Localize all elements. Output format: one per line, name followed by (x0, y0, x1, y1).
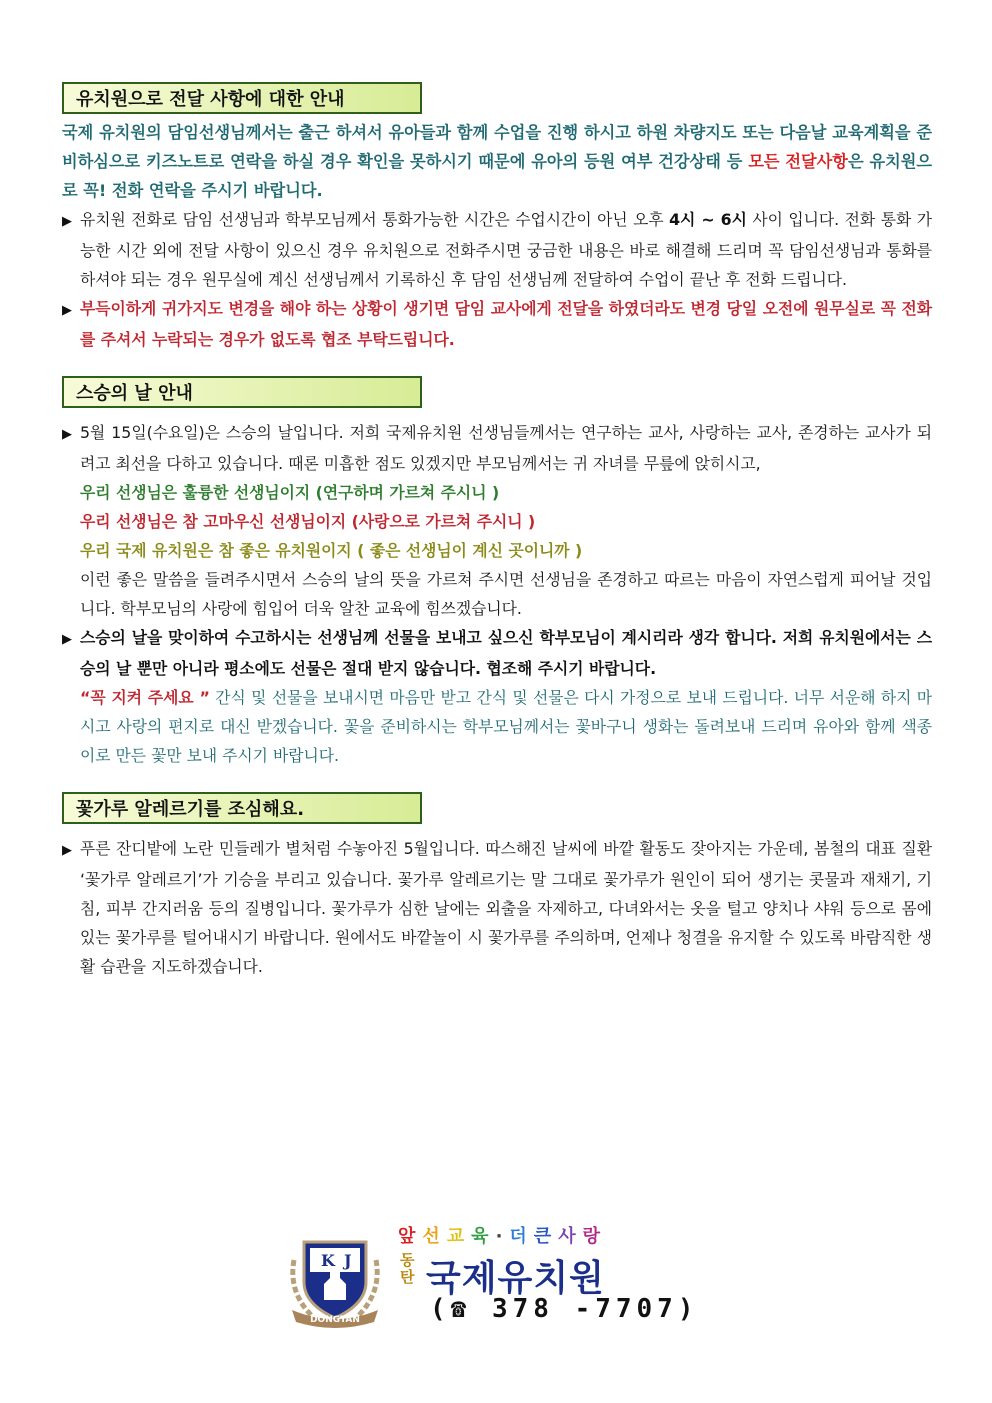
section-title-teachers-day: 스승의 날 안내 (62, 376, 422, 408)
intro-highlight: 모든 전달사항 (748, 152, 848, 171)
bullet-no-gifts (62, 623, 932, 683)
bullet-pollen (62, 834, 932, 981)
section-teachers-day (62, 376, 932, 770)
phrase-olive: 우리 국제 유치원은 참 좋은 유치원이지 ( 좋은 선생님이 계신 곳이니까 ) (80, 541, 583, 560)
tagline-char: 선 (422, 1226, 445, 1247)
phone-number: (☎ 378 -7707) (430, 1294, 699, 1324)
tagline-char: · (495, 1226, 508, 1247)
bullet-text-a: 유치원 전화로 담임 선생님과 학부모님께서 통화가능한 시간은 수업시간이 아닌 오후 (80, 210, 670, 229)
quote-highlight: “꼭 지켜 주세요 ” (80, 688, 210, 707)
kindergarten-name: 국제유치원 (426, 1258, 605, 1299)
bullet-marker-icon: ▶ (62, 303, 72, 318)
section-title-pollen: 꽃가루 알레르기를 조심해요. (62, 792, 422, 824)
bullet-teachers-day-intro (62, 418, 932, 478)
intro-paragraph (62, 118, 932, 205)
tagline-char: 랑 (582, 1226, 605, 1247)
logo-letter-j: J (344, 1251, 352, 1270)
phrase-green: 우리 선생님은 훌륭한 선생님이지 (연구하며 가르쳐 주시니 ) (80, 483, 500, 502)
bullet-marker-icon: ▶ (62, 632, 72, 647)
section-title-delivery: 유치원으로 전달 사항에 대한 안내 (62, 82, 422, 114)
bullet-text: 스승의 날을 맞이하여 수고하시는 선생님께 선물을 보내고 싶으신 학부모님이 계시리라 생각 합니다. 저희 유치원에서는 스승의 날 뿐만 아니라 평소에도 선물은 절대 받지 않습니다. 협조해 주시기 바랍니다. (80, 628, 932, 678)
tagline-char: 큰 (533, 1226, 557, 1247)
phone-hours-time: 4시 ~ 6시 (669, 210, 747, 229)
tagline (398, 1222, 607, 1248)
bullet-marker-icon: ▶ (62, 427, 72, 442)
bullet-text-b: 사이 입니다. 전화 통화 가능한 시간 외에 전달 사항이 있으신 경우 유치원으로 전화주시면 궁금한 내용은 바로 해결해 드리며 꼭 담임선생님과 통화를 하셔야 되는 경우 원무실에 계신 선생님께서 기록하신 후 담임 선생님께 전달하여 수업이 끝난 후 전화 드립니다. (80, 210, 932, 289)
quote-paragraph (62, 683, 932, 770)
section-pollen-allergy (62, 792, 932, 981)
bullet-text: 5월 15일(수요일)은 스승의 날입니다. 저희 국제유치원 선생님들께서는 연구하는 교사, 사랑하는 교사, 존경하는 교사가 되려고 최선을 다하고 있습니다. 때론 미흡한 점도 있겠지만 부모님께서는 귀 자녀를 무릎에 앉히시고, (80, 423, 932, 473)
section-delivery-notice (62, 82, 932, 354)
bullet-pickup-change (62, 294, 932, 354)
bullet-phone-hours (62, 205, 932, 294)
tagline-char: 육 (471, 1226, 494, 1247)
emblem-icon (286, 1230, 384, 1330)
kindergarten-logo (286, 1222, 726, 1332)
small-location-name: 동탄 (400, 1251, 415, 1286)
tagline-char: 더 (509, 1226, 532, 1247)
tagline-char: 사 (558, 1226, 581, 1247)
bullet-text: 부득이하게 귀가지도 변경을 해야 하는 상황이 생기면 담임 교사에게 전달을 하였더라도 변경 당일 오전에 원무실로 꼭 전화를 주셔서 누락되는 경우가 없도록 협조 부탁드립니다. (80, 299, 932, 349)
notice-document (62, 82, 932, 1003)
intro-text-b: 은 유치원으로 꼭! 전화 연락을 주시기 바랍니다. (62, 152, 932, 200)
logo-banner-text: DONGTAN (310, 1315, 360, 1325)
tagline-char: 교 (446, 1226, 470, 1247)
quote-text: 간식 및 선물을 보내시면 마음만 받고 간식 및 선물은 다시 가정으로 보내 드립니다. 너무 서운해 하지 마시고 사랑의 편지로 대신 받겠습니다. 꽃을 준비하시는 학부모님께서는 꽃바구니 생화는 돌려보내 드리며 유아와 함께 색종이로 만든 꽃만 보내 주시기 바랍니다. (80, 688, 932, 765)
intro-text-a: 국제 유치원의 담임선생님께서는 출근 하셔서 유아들과 함께 수업을 진행 하시고 하원 차량지도 또는 다음날 교육계획을 준비하심으로 키즈노트로 연락을 하실 경우 확인을 못하시기 때문에 유아의 등원 여부 건강상태 등 (62, 123, 932, 171)
logo-letter-k: K (321, 1251, 335, 1270)
bullet-marker-icon: ▶ (62, 843, 72, 858)
bullet-marker-icon: ▶ (62, 214, 72, 229)
tagline-char: 앞 (398, 1226, 421, 1247)
follow-paragraph: 이런 좋은 말씀을 들려주시면서 스승의 날의 뜻을 가르쳐 주시면 선생님을 존경하고 따르는 마음이 자연스럽게 피어날 것입니다. 학부모님의 사랑에 힘입어 더욱 알찬 교육에 힘쓰겠습니다. (80, 570, 932, 618)
bullet-text: 푸른 잔디밭에 노란 민들레가 별처럼 수놓아진 5월입니다. 따스해진 날씨에 바깥 활동도 잦아지는 가운데, 봄철의 대표 질환 ‘꽃가루 알레르기’가 기승을 부리고 있습니다. 꽃가루 알레르기는 말 그대로 꽃가루가 원인이 되어 생기는 콧물과 재채기, 기침, 피부 간지러움 등의 질병입니다. 꽃가루가 심한 날에는 외출을 자제하고, 다녀와서는 옷을 털고 양치나 샤워 등으로 몸에 있는 꽃가루를 털어내시기 바랍니다. 원에서도 바깥놀이 시 꽃가루를 주의하며, 언제나 청결을 유지할 수 있도록 바람직한 생활 습관을 지도하겠습니다. (80, 839, 932, 976)
phrase-red: 우리 선생님은 참 고마우신 선생님이지 (사랑으로 가르쳐 주시니 ) (80, 512, 536, 531)
